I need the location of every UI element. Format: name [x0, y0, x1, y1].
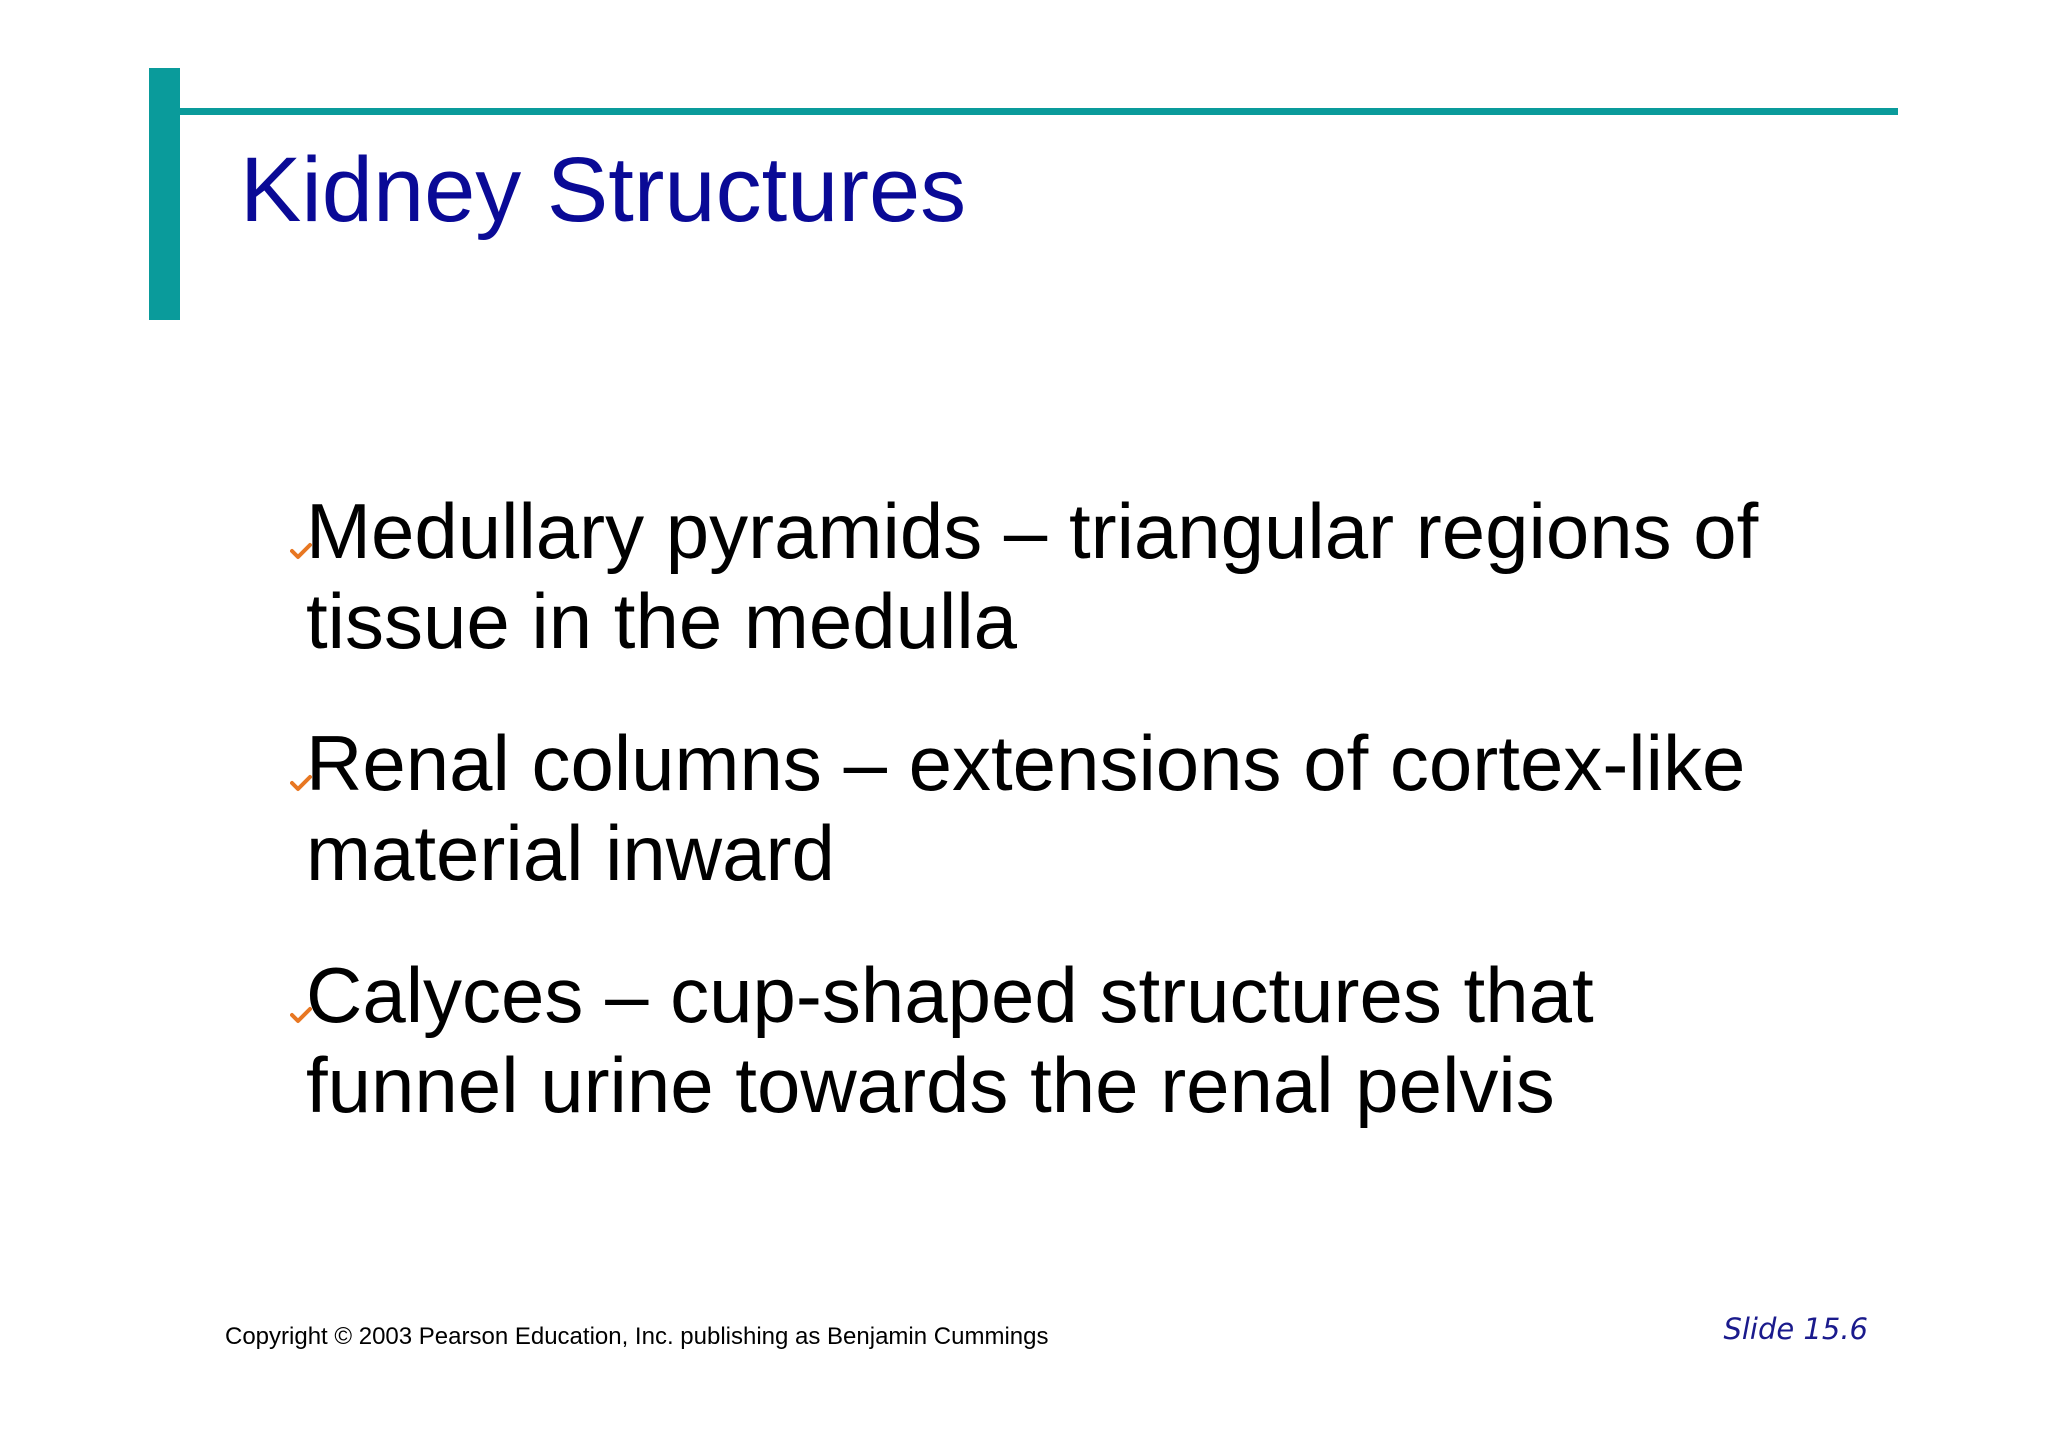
accent-bar-horizontal [180, 108, 1898, 115]
bullet-list [306, 486, 1826, 1182]
slide-title: Kidney Structures [240, 139, 967, 241]
bullet-text: Renal columns – extensions of cortex-like material inward [306, 719, 1746, 897]
check-mark-icon [290, 774, 312, 792]
bullet-text: Calyces – cup-shaped structures that funnel urine towards the renal pelvis [306, 951, 1594, 1129]
bullet-item [306, 486, 1826, 666]
bullet-item [306, 950, 1826, 1130]
accent-bar-vertical [149, 68, 180, 320]
bullet-text: Medullary pyramids – triangular regions of tissue in the medulla [306, 487, 1759, 665]
check-mark-icon [290, 1006, 312, 1024]
check-mark-icon [290, 542, 312, 560]
slide-number: Slide 15.6 [1723, 1312, 1868, 1346]
bullet-item [306, 718, 1826, 898]
footer-copyright: Copyright © 2003 Pearson Education, Inc. publishing as Benjamin Cummings [225, 1323, 1049, 1350]
